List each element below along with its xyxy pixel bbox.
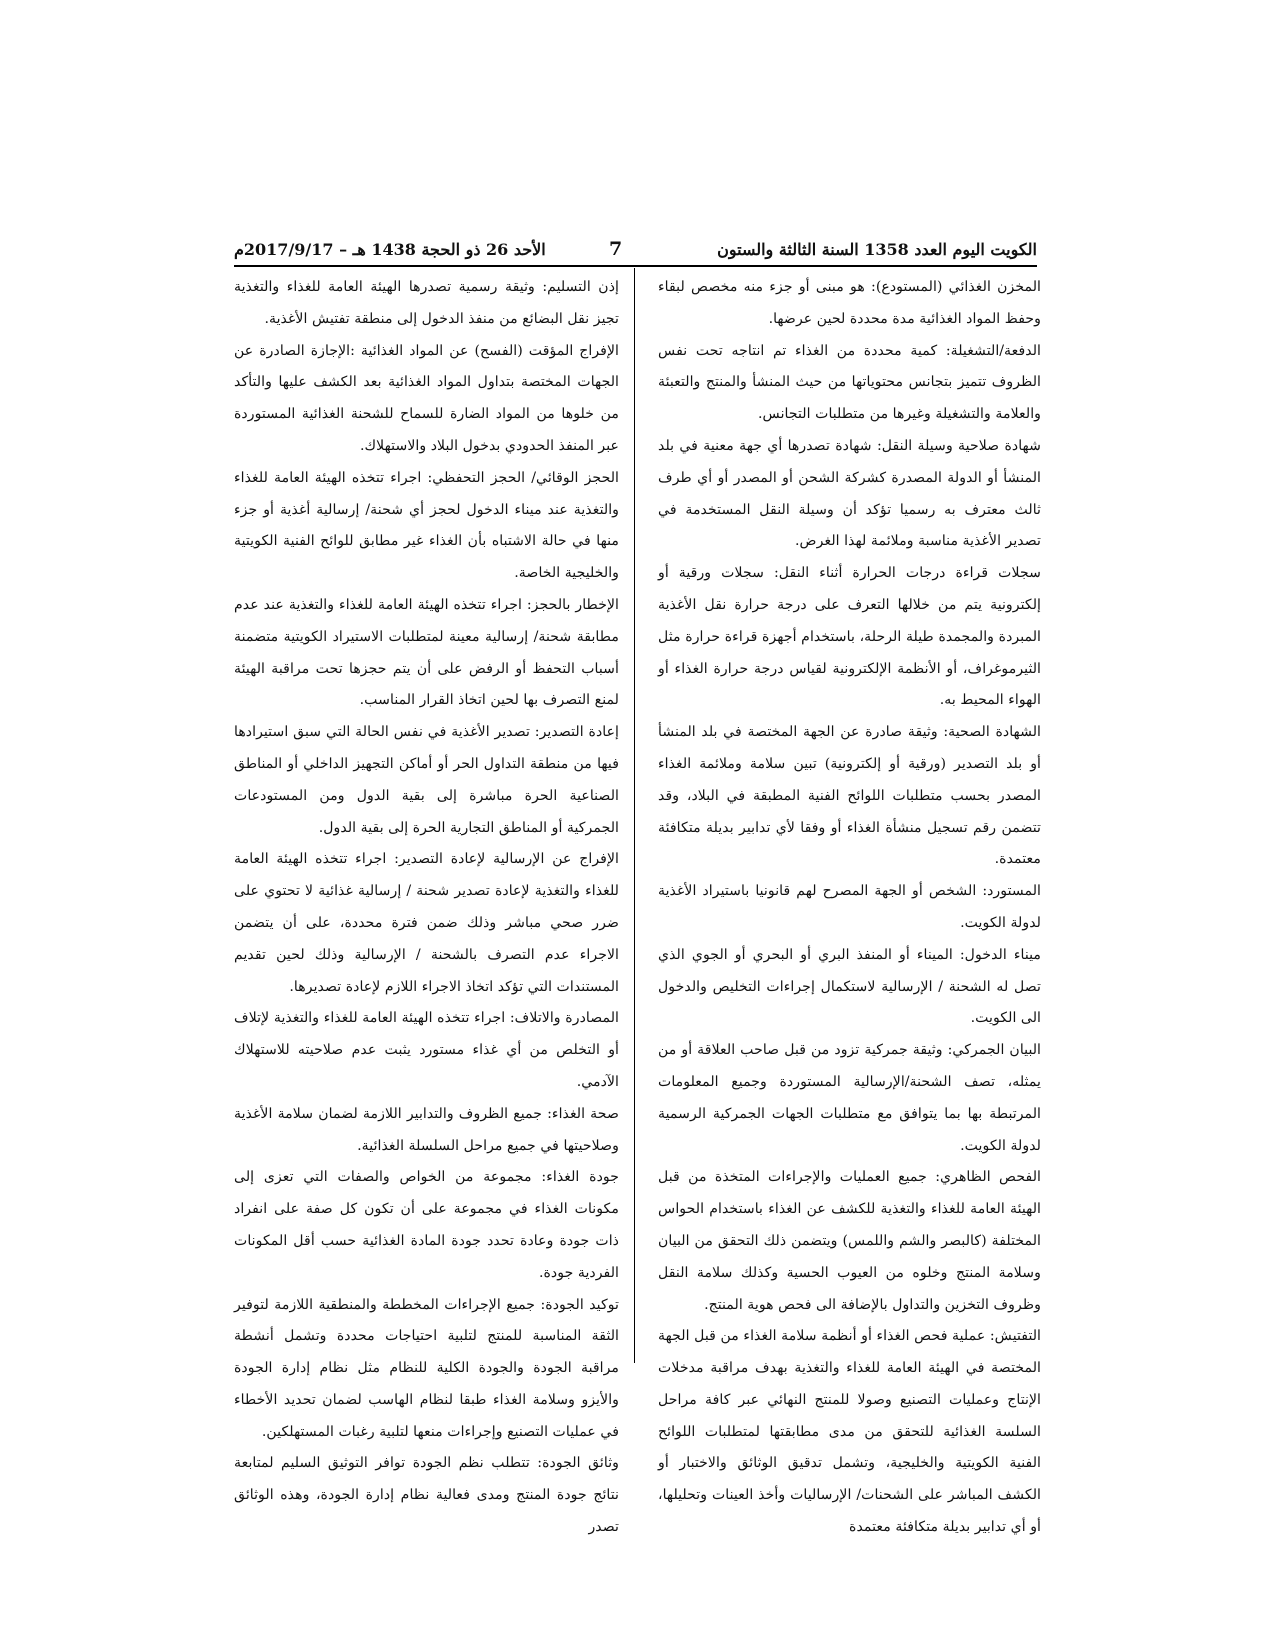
definition-paragraph: التفتيش: عملية فحص الغذاء أو أنظمة سلامة الغذاء من قبل الجهة المختصة في الهيئة العامة للغذاء والتغذية بهدف مراقبة مدخلات الإنتاج وعمليات التصنيع وصولا للمنتج النهائي عبر كافة مراحل السلسة الغذائية للتحقق من مدى مطابقتها لمتطلبات اللوائح الفنية الكويتية والخليجية، وتشمل تدقيق الوثائق والاختبار أو الكشف المباشر على الشحنات/ الإرساليات وأخذ العينات وتحليلها، أو أي تدابير بديلة متكافئة معتمدة — [658, 1328, 1041, 1536]
gazette-issue-info: الكويت اليوم العدد 1358 السنة الثالثة والستون — [717, 240, 1037, 259]
definition-paragraph: الإفراج عن الإرسالية لإعادة التصدير: اجراء تتخذه الهيئة العامة للغذاء والتغذية لإعادة تصدير شحنة / إرسالية غذائية لا تحتوي على ضرر صحي مباشر وذلك ضمن فترة محددة، على أن يتضمن الاجراء عدم التصرف بالشحنة / الإرسالية وذلك لحين تقديم المستندات التي تؤكد اتخاذ الاجراء اللازم لإعادة تصديرها. — [234, 851, 619, 995]
definition-paragraph: الدفعة/التشغيلة: كمية محددة من الغذاء تم انتاجه تحت نفس الظروف تتميز بتجانس محتوياتها من حيث المنشأ والمنتج والتعبئة والعلامة والتشغيلة وغيرها من متطلبات التجانس. — [658, 342, 1041, 423]
header-rule — [234, 265, 1037, 267]
definition-paragraph: شهادة صلاحية وسيلة النقل: شهادة تصدرها أي جهة معنية في بلد المنشأ أو الدولة المصدرة كشركة الشحن أو المصدر أو أي طرف ثالث معترف به رسميا تؤكد أن وسيلة النقل المستخدمة في تصدير الأغذية مناسبة وملائمة لهذا الغرض. — [658, 437, 1041, 550]
definition-paragraph: توكيد الجودة: جميع الإجراءات المخططة والمنطقية اللازمة لتوفير الثقة المناسبة للمنتج لتلبية احتياجات محددة وتشمل أنشطة مراقبة الجودة والجودة الكلية للنظام مثل نظام إدارة الجودة والأيزو وسلامة الغذاء طبقا لنظام الهاسب لضمان تحديد الأخطاء في عمليات التصنيع وإجراءات منعها لتلبية رغبات المستهلكين. — [234, 1296, 619, 1440]
definition-paragraph: وثائق الجودة: تتطلب نظم الجودة توافر التوثيق السليم لمتابعة نتائج جودة المنتج ومدى فعالية نظام إدارة الجودة، وهذه الوثائق تصدر — [234, 1455, 619, 1536]
definition-paragraph: الحجز الوقائي/ الحجز التحفظي: اجراء تتخذه الهيئة العامة للغذاء والتغذية عند ميناء الدخول لحجز أي شحنة/ إرسالية أغذية أو جزء منها في حالة الاشتباه بأن الغذاء غير مطابق للوائح الفنية الكويتية والخليجية الخاصة. — [234, 469, 619, 582]
definition-paragraph: إعادة التصدير: تصدير الأغذية في نفس الحالة التي سبق استيرادها فيها من منطقة التداول الحر أو أماكن التجهيز الداخلي أو المناطق الصناعية الحرة مباشرة إلى بقية الدول ومن المستودعات الجمركية أو المناطق التجارية الحرة إلى بقية الدول. — [234, 724, 619, 836]
right-column — [658, 272, 1041, 1544]
page-header — [234, 238, 1037, 264]
definition-paragraph: المخزن الغذائي (المستودع): هو مبنى أو جزء منه مخصص لبقاء وحفظ المواد الغذائية مدة محددة لحين عرضها. — [658, 279, 1041, 327]
definition-paragraph: سجلات قراءة درجات الحرارة أثناء النقل: سجلات ورقية أو إلكترونية يتم من خلالها التعرف على درجة حرارة نقل الأغذية المبردة والمجمدة طيلة الرحلة، باستخدام أجهزة قراءة حرارة مثل الثيرموغراف، أو الأنظمة الإلكترونية لقياس درجة حرارة الغذاء أو الهواء المحيط به. — [658, 565, 1041, 709]
definition-paragraph: الإفراج المؤقت (الفسح) عن المواد الغذائية :الإجازة الصادرة عن الجهات المختصة بتداول المواد الغذائية بعد الكشف عليها والتأكد من خلوها من المواد الضارة للسماح للشحنة الغذائية المستوردة عبر المنفذ الحدودي بدخول البلاد والاستهلاك. — [234, 342, 619, 454]
definition-paragraph: البيان الجمركي: وثيقة جمركية تزود من قبل صاحب العلاقة أو من يمثله، تصف الشحنة/الإرسالية المستوردة وجميع المعلومات المرتبطة بها بما يتوافق مع متطلبات الجهات الجمركية الرسمية لدولة الكويت. — [658, 1042, 1041, 1154]
definition-paragraph: إذن التسليم: وثيقة رسمية تصدرها الهيئة العامة للغذاء والتغذية تجيز نقل البضائع من منفذ الدخول إلى منطقة تفتيش الأغذية. — [234, 279, 619, 327]
definition-paragraph: ميناء الدخول: الميناء أو المنفذ البري أو البحري أو الجوي الذي تصل له الشحنة / الإرسالية لاستكمال إجراءات التخليص والدخول الى الكويت. — [658, 946, 1041, 1027]
issue-date: الأحد 26 ذو الحجة 1438 هـ – 2017/9/17م — [234, 240, 546, 259]
left-column — [234, 272, 619, 1544]
definition-paragraph: صحة الغذاء: جميع الظروف والتدابير اللازمة لضمان سلامة الأغذية وصلاحيتها في جميع مراحل السلسلة الغذائية. — [234, 1105, 619, 1154]
definition-paragraph: الفحص الظاهري: جميع العمليات والإجراءات المتخذة من قبل الهيئة العامة للغذاء والتغذية للكشف عن الغذاء باستخدام الحواس المختلفة (كالبصر والشم واللمس) ويتضمن ذلك التحقق من البيان وسلامة المنتج وخلوه من العيوب الحسية وكذلك سلامة النقل وظروف التخزين والتداول بالإضافة الى فحص هوية المنتج. — [658, 1169, 1041, 1313]
definition-paragraph: جودة الغذاء: مجموعة من الخواص والصفات التي تعزى إلى مكونات الغذاء في مجموعة على أن تكون كل صفة على انفراد ذات جودة وعادة تحدد جودة المادة الغذائية حسب أقل المكونات الفردية جودة. — [234, 1169, 619, 1281]
column-divider — [634, 268, 635, 1363]
definition-paragraph: المصادرة والاتلاف: اجراء تتخذه الهيئة العامة للغذاء والتغذية لإتلاف أو التخلص من أي غذاء مستورد يثبت عدم صلاحيته للاستهلاك الآدمي. — [234, 1010, 619, 1090]
definition-paragraph: الإخطار بالحجز: اجراء تتخذه الهيئة العامة للغذاء والتغذية عند عدم مطابقة شحنة/ إرسالية معينة لمتطلبات الاستيراد الكويتية متضمنة أسباب التحفظ أو الرفض على أن يتم حجزها تحت مراقبة الهيئة لمنع التصرف بها لحين اتخاذ القرار المناسب. — [234, 596, 619, 709]
definition-paragraph: المستورد: الشخص أو الجهة المصرح لهم قانونيا باستيراد الأغذية لدولة الكويت. — [658, 883, 1041, 931]
page-number: 7 — [609, 238, 623, 260]
definition-paragraph: الشهادة الصحية: وثيقة صادرة عن الجهة المختصة في بلد المنشأ أو بلد التصدير (ورقية أو إلكترونية) تبين سلامة وملائمة الغذاء المصدر بحسب متطلبات اللوائح الفنية المطبقة في البلاد، وقد تتضمن رقم تسجيل منشأة الغذاء أو وفقا لأي تدابير بديلة متكافئة معتمدة. — [658, 724, 1041, 868]
